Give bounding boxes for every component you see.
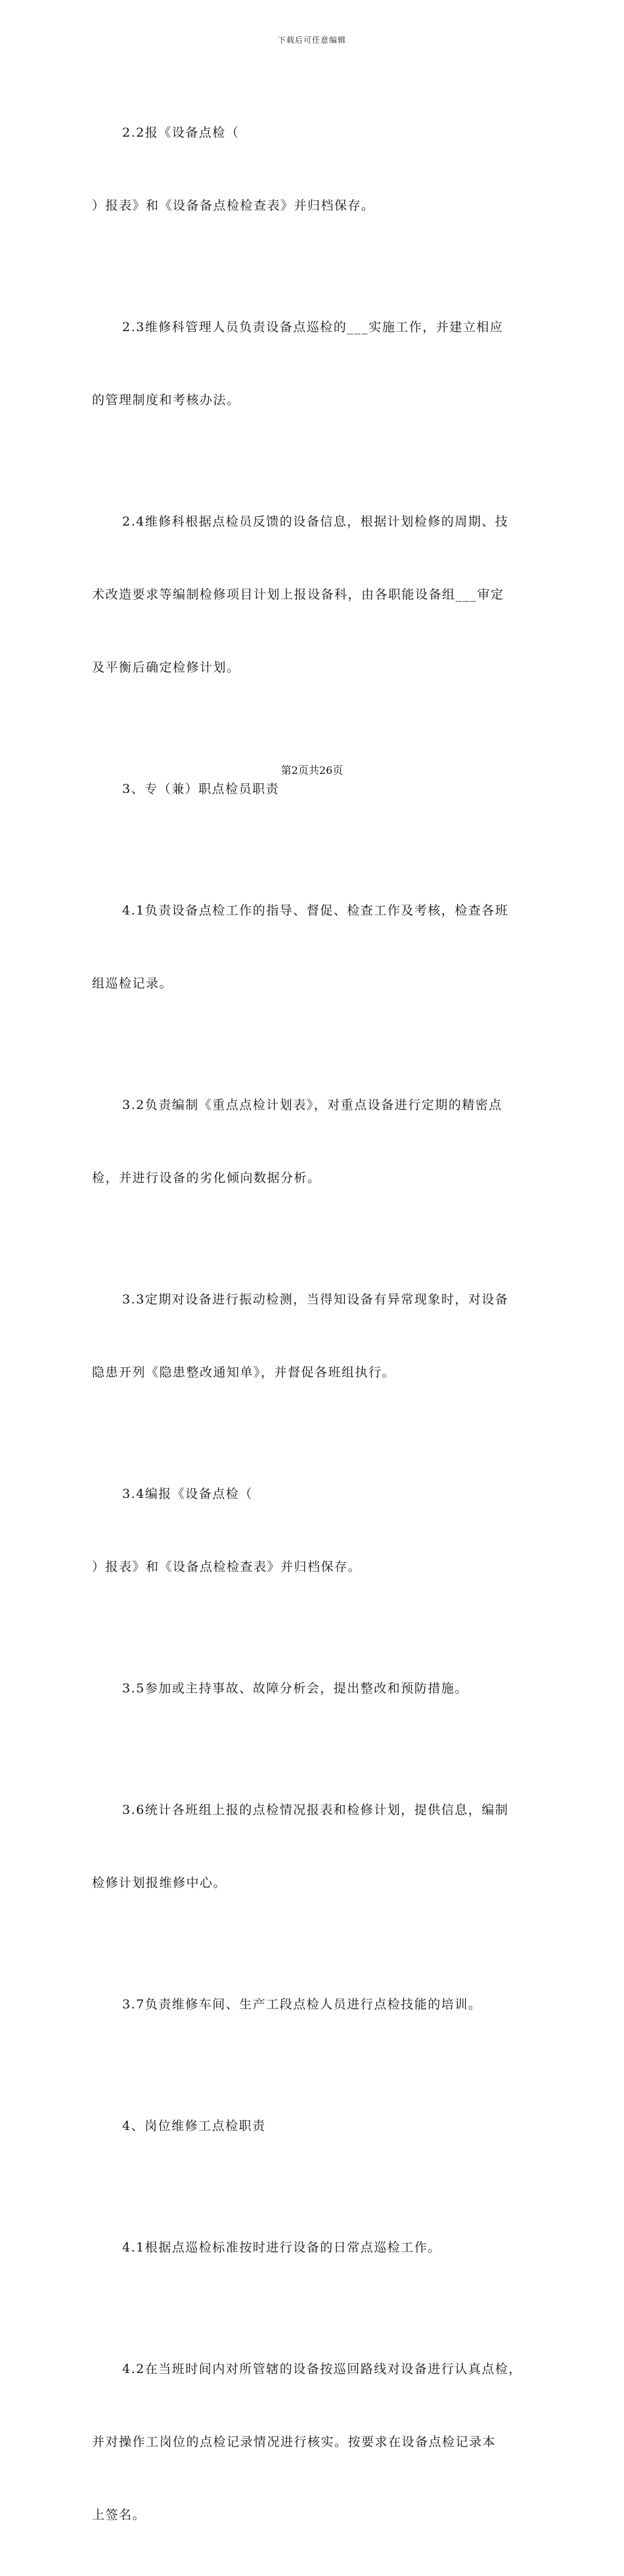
paragraph-line: 3.2负责编制《重点点检计划表》，对重点设备进行定期的精密点 bbox=[122, 1098, 502, 1112]
paragraph-line: ）报表》和《设备点检检查表》并归档保存。 bbox=[92, 1560, 362, 1574]
paragraph-line: 4.2在当班时间内对所管辖的设备按巡回路线对设备进行认真点检， bbox=[122, 2362, 522, 2376]
paragraph bbox=[92, 1750, 539, 1944]
paragraph-line: 检修计划报维修中心。 bbox=[92, 1876, 227, 1890]
paragraph-line: 的管理制度和考核办法。 bbox=[92, 393, 240, 407]
paragraph-line: 组巡检记录。 bbox=[92, 976, 173, 991]
paragraph-line: 3.4编报《设备点检（ bbox=[122, 1487, 253, 1501]
paragraph bbox=[92, 850, 539, 1045]
section-heading bbox=[92, 729, 539, 850]
paragraph-line: 4.1负责设备点检工作的指导、督促、检查工作及考核，检查各班 bbox=[122, 903, 509, 918]
paragraph bbox=[92, 72, 539, 267]
paragraph bbox=[92, 1434, 539, 1628]
paragraph bbox=[92, 1045, 539, 1239]
paragraph bbox=[92, 2187, 539, 2309]
paragraph bbox=[92, 1944, 539, 2066]
paragraph-line: 3、专（兼）职点检员职责 bbox=[122, 782, 280, 796]
document-body bbox=[92, 72, 539, 2576]
paragraph-line: 并对操作工岗位的点检记录情况进行核实。按要求在设备点检记录本 bbox=[92, 2435, 497, 2449]
section-heading bbox=[92, 2066, 539, 2187]
paragraph-line: 4、岗位维修工点检职责 bbox=[122, 2119, 266, 2133]
page-header: 下载后可任意编辑 bbox=[277, 35, 346, 45]
paragraph-line: 检，并进行设备的劣化倾向数据分析。 bbox=[92, 1171, 321, 1185]
paragraph bbox=[92, 1628, 539, 1750]
paragraph bbox=[92, 267, 539, 461]
paragraph-line: 3.3定期对设备进行振动检测，当得知设备有异常现象时，对设备 bbox=[122, 1292, 509, 1307]
paragraph bbox=[92, 1239, 539, 1434]
paragraph-line: 3.5参加或主持事故、故障分析会，提出整改和预防措施。 bbox=[122, 1681, 468, 1696]
paragraph-line: 隐患开列《隐患整改通知单》，并督促各班组执行。 bbox=[92, 1365, 396, 1380]
paragraph-line: 术改造要求等编制检修项目计划上报设备科，由各职能设备组___审定 bbox=[92, 587, 504, 602]
paragraph-line: 3.7负责维修车间、生产工段点检人员进行点检技能的培训。 bbox=[122, 1997, 482, 2012]
page-footer: 第2页共26页 bbox=[280, 764, 344, 777]
paragraph-line: 2.2报《设备点检（ bbox=[122, 125, 240, 140]
paragraph-line: 3.6统计各班组上报的点检情况报表和检修计划，提供信息，编制 bbox=[122, 1803, 509, 1817]
paragraph bbox=[92, 461, 539, 729]
paragraph-line: 2.3维修科管理人员负责设备点巡检的___实施工作，并建立相应 bbox=[122, 320, 504, 334]
paragraph-line: 4.1根据点巡检标准按时进行设备的日常点巡检工作。 bbox=[122, 2240, 441, 2255]
paragraph-line: 上签名。 bbox=[92, 2508, 146, 2522]
paragraph-line: 及平衡后确定检修计划。 bbox=[92, 660, 240, 675]
paragraph-line: ）报表》和《设备备点检检查表》并归档保存。 bbox=[92, 198, 375, 213]
paragraph bbox=[92, 2309, 539, 2576]
paragraph-line: 2.4维修科根据点检员反馈的设备信息，根据计划检修的周期、技 bbox=[122, 514, 509, 529]
